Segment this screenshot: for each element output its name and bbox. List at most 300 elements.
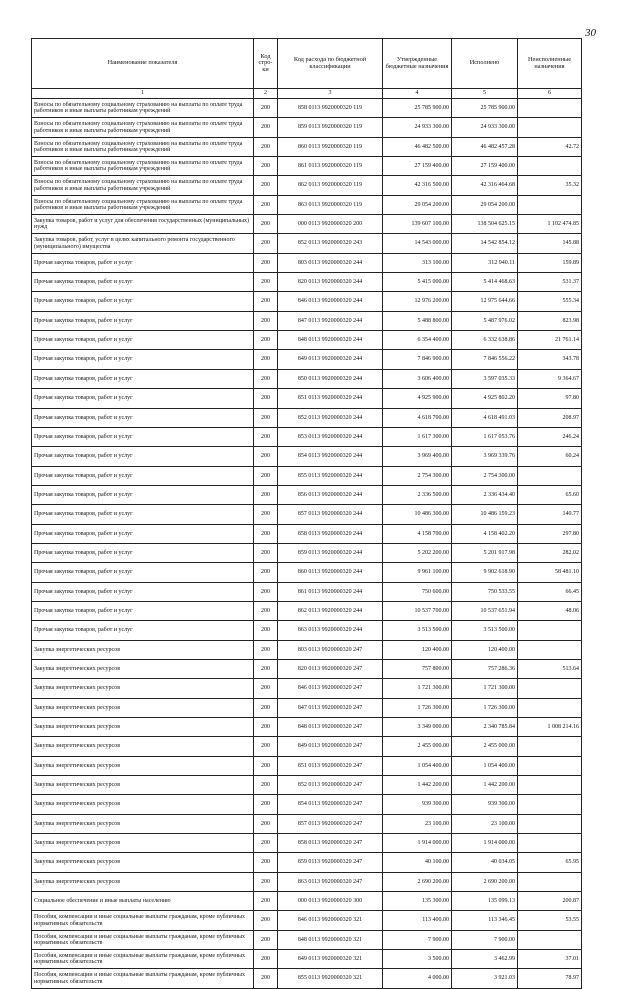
row-expense-code-cell: 847 0113 9920000320 247	[278, 698, 383, 717]
row-unexecuted-cell: 53.55	[518, 911, 582, 930]
row-approved-cell: 135 300.00	[383, 892, 452, 911]
row-expense-code-cell: 863 0113 9920000320 244	[278, 621, 383, 640]
row-name-cell: Прочая закупка товаров, работ и услуг	[32, 563, 254, 582]
row-unexecuted-cell	[518, 872, 582, 891]
row-expense-code-cell: 857 0113 9920000320 244	[278, 505, 383, 524]
row-expense-code-cell: 849 0113 9920000320 244	[278, 350, 383, 369]
row-approved-cell: 10 486 300.00	[383, 505, 452, 524]
table-row	[32, 118, 582, 137]
row-name-cell: Закупка энергетических ресурсов	[32, 679, 254, 698]
row-name-cell: Прочая закупка товаров, работ и услуг	[32, 389, 254, 408]
row-approved-cell: 4 618 700.00	[383, 408, 452, 427]
row-unexecuted-cell	[518, 795, 582, 814]
row-executed-cell: 3 597 035.33	[452, 369, 518, 388]
header-executed: Исполнено	[452, 39, 518, 89]
row-unexecuted-cell	[518, 930, 582, 949]
row-unexecuted-cell	[518, 195, 582, 214]
table-row	[32, 427, 582, 446]
table-row	[32, 892, 582, 911]
row-executed-cell: 1 442 200.00	[452, 776, 518, 795]
row-approved-cell: 42 316 500.00	[383, 176, 452, 195]
row-executed-cell: 1 617 053.76	[452, 427, 518, 446]
row-approved-cell: 2 455 000.00	[383, 737, 452, 756]
row-executed-cell: 1 054 400.00	[452, 756, 518, 775]
row-unexecuted-cell: 42.72	[518, 137, 582, 156]
row-unexecuted-cell: 35.32	[518, 176, 582, 195]
row-line-code-cell: 200	[254, 621, 278, 640]
row-executed-cell: 10 537 651.94	[452, 601, 518, 620]
header-approved: Утвержденные бюджетные назначения	[383, 39, 452, 89]
row-line-code-cell: 200	[254, 176, 278, 195]
table-row	[32, 911, 582, 930]
column-number: 3	[278, 89, 383, 99]
table-row	[32, 215, 582, 234]
row-line-code-cell: 200	[254, 718, 278, 737]
row-unexecuted-cell: 9 364.67	[518, 369, 582, 388]
row-line-code-cell: 200	[254, 505, 278, 524]
row-approved-cell: 5 488 800.00	[383, 311, 452, 330]
row-executed-cell: 9 902 618.90	[452, 563, 518, 582]
row-name-cell: Закупка энергетических ресурсов	[32, 698, 254, 717]
table-row	[32, 640, 582, 659]
row-executed-cell: 25 785 900.00	[452, 99, 518, 118]
row-executed-cell: 2 336 434.40	[452, 485, 518, 504]
column-number-row	[32, 89, 582, 99]
row-approved-cell: 2 690 200.00	[383, 872, 452, 891]
row-approved-cell: 4 000.00	[383, 969, 452, 988]
row-line-code-cell: 200	[254, 253, 278, 272]
table-row	[32, 698, 582, 717]
table-row	[32, 234, 582, 253]
row-expense-code-cell: 863 0113 9920000320 247	[278, 872, 383, 891]
column-number: 6	[518, 89, 582, 99]
row-unexecuted-cell: 823.98	[518, 311, 582, 330]
row-line-code-cell: 200	[254, 950, 278, 969]
row-executed-cell: 10 486 159.23	[452, 505, 518, 524]
table-row	[32, 350, 582, 369]
table-row	[32, 718, 582, 737]
row-name-cell: Закупка энергетических ресурсов	[32, 776, 254, 795]
row-executed-cell: 4 925 802.20	[452, 389, 518, 408]
row-unexecuted-cell: 48.06	[518, 601, 582, 620]
row-unexecuted-cell: 159.89	[518, 253, 582, 272]
row-approved-cell: 113 400.00	[383, 911, 452, 930]
row-name-cell: Прочая закупка товаров, работ и услуг	[32, 427, 254, 446]
table-row	[32, 447, 582, 466]
row-expense-code-cell: 861 0113 9920000320 244	[278, 582, 383, 601]
table-row	[32, 253, 582, 272]
row-approved-cell: 7 846 900.00	[383, 350, 452, 369]
column-number: 5	[452, 89, 518, 99]
row-unexecuted-cell	[518, 698, 582, 717]
row-expense-code-cell: 849 0113 9920000320 247	[278, 737, 383, 756]
table-row	[32, 930, 582, 949]
row-executed-cell: 120 400.00	[452, 640, 518, 659]
row-unexecuted-cell	[518, 756, 582, 775]
row-line-code-cell: 200	[254, 157, 278, 176]
row-approved-cell: 9 961 100.00	[383, 563, 452, 582]
row-approved-cell: 1 617 300.00	[383, 427, 452, 446]
row-executed-cell: 312 940.11	[452, 253, 518, 272]
row-unexecuted-cell: 58 481.10	[518, 563, 582, 582]
row-expense-code-cell: 863 0113 9920000320 119	[278, 195, 383, 214]
row-approved-cell: 757 800.00	[383, 659, 452, 678]
row-line-code-cell: 200	[254, 601, 278, 620]
row-executed-cell: 4 618 491.03	[452, 408, 518, 427]
table-row	[32, 273, 582, 292]
row-approved-cell: 3 969 400.00	[383, 447, 452, 466]
row-name-cell: Социальное обеспечение и иные выплаты населению	[32, 892, 254, 911]
row-name-cell: Пособия, компенсации и иные социальные выплаты гражданам, кроме публичных нормативных обязательств	[32, 930, 254, 949]
row-line-code-cell: 200	[254, 911, 278, 930]
row-expense-code-cell: 853 0113 9920000320 244	[278, 427, 383, 446]
table-row	[32, 137, 582, 156]
row-name-cell: Пособия, компенсации и иные социальные выплаты гражданам, кроме публичных нормативных обязательств	[32, 950, 254, 969]
row-approved-cell: 14 543 000.00	[383, 234, 452, 253]
row-expense-code-cell: 855 0113 9920000320 321	[278, 969, 383, 988]
row-name-cell: Закупка энергетических ресурсов	[32, 640, 254, 659]
row-line-code-cell: 200	[254, 99, 278, 118]
table-row	[32, 853, 582, 872]
row-name-cell: Прочая закупка товаров, работ и услуг	[32, 311, 254, 330]
row-unexecuted-cell	[518, 466, 582, 485]
row-line-code-cell: 200	[254, 524, 278, 543]
table-row	[32, 524, 582, 543]
row-approved-cell: 12 976 200.00	[383, 292, 452, 311]
row-expense-code-cell: 000 0113 9920000320 200	[278, 215, 383, 234]
table-row	[32, 756, 582, 775]
row-executed-cell: 2 690 200.00	[452, 872, 518, 891]
row-line-code-cell: 200	[254, 408, 278, 427]
table-row	[32, 485, 582, 504]
row-name-cell: Закупка энергетических ресурсов	[32, 834, 254, 853]
row-approved-cell: 4 925 900.00	[383, 389, 452, 408]
row-executed-cell: 42 316 464.68	[452, 176, 518, 195]
row-line-code-cell: 200	[254, 659, 278, 678]
column-number: 4	[383, 89, 452, 99]
table-row	[32, 795, 582, 814]
row-unexecuted-cell	[518, 737, 582, 756]
row-name-cell: Взносы по обязательному социальному страхованию на выплаты по оплате труда работников и иные выплаты работникам учреждений	[32, 99, 254, 118]
table-row	[32, 466, 582, 485]
row-expense-code-cell: 803 0113 9920000320 247	[278, 640, 383, 659]
row-unexecuted-cell: 1 102 474.85	[518, 215, 582, 234]
row-expense-code-cell: 848 0113 9920000320 321	[278, 930, 383, 949]
row-line-code-cell: 200	[254, 563, 278, 582]
row-executed-cell: 23 100.00	[452, 814, 518, 833]
row-expense-code-cell: 850 0113 9920000320 244	[278, 369, 383, 388]
row-unexecuted-cell: 145.88	[518, 234, 582, 253]
row-executed-cell: 113 346.45	[452, 911, 518, 930]
row-executed-cell: 24 933 300.00	[452, 118, 518, 137]
row-name-cell: Прочая закупка товаров, работ и услуг	[32, 524, 254, 543]
row-approved-cell: 1 726 300.00	[383, 698, 452, 717]
row-line-code-cell: 200	[254, 853, 278, 872]
column-number: 1	[32, 89, 254, 99]
row-line-code-cell: 200	[254, 582, 278, 601]
table-row	[32, 950, 582, 969]
row-line-code-cell: 200	[254, 930, 278, 949]
row-approved-cell: 24 933 300.00	[383, 118, 452, 137]
row-line-code-cell: 200	[254, 311, 278, 330]
row-name-cell: Прочая закупка товаров, работ и услуг	[32, 485, 254, 504]
row-approved-cell: 3 606 400.00	[383, 369, 452, 388]
row-unexecuted-cell	[518, 621, 582, 640]
header-line-code: Код стро-ки	[254, 39, 278, 89]
row-name-cell: Взносы по обязательному социальному страхованию на выплаты по оплате труда работников и иные выплаты работникам учреждений	[32, 118, 254, 137]
row-line-code-cell: 200	[254, 273, 278, 292]
row-unexecuted-cell	[518, 834, 582, 853]
row-approved-cell: 3 349 000.00	[383, 718, 452, 737]
row-approved-cell: 139 607 100.00	[383, 215, 452, 234]
header-unexecuted: Неисполненные назначения	[518, 39, 582, 89]
row-name-cell: Прочая закупка товаров, работ и услуг	[32, 601, 254, 620]
row-executed-cell: 3 462.99	[452, 950, 518, 969]
row-expense-code-cell: 856 0113 9920000320 244	[278, 485, 383, 504]
row-name-cell: Закупка энергетических ресурсов	[32, 795, 254, 814]
row-line-code-cell: 200	[254, 698, 278, 717]
row-executed-cell: 2 455 000.00	[452, 737, 518, 756]
row-executed-cell: 6 332 638.86	[452, 331, 518, 350]
row-expense-code-cell: 854 0113 9920000320 247	[278, 795, 383, 814]
row-expense-code-cell: 859 0113 9920000320 119	[278, 118, 383, 137]
row-unexecuted-cell: 60.24	[518, 447, 582, 466]
row-unexecuted-cell: 65.95	[518, 853, 582, 872]
row-unexecuted-cell: 513.64	[518, 659, 582, 678]
row-unexecuted-cell	[518, 99, 582, 118]
row-executed-cell: 12 975 644.66	[452, 292, 518, 311]
row-expense-code-cell: 846 0113 9920000320 321	[278, 911, 383, 930]
row-expense-code-cell: 820 0113 9920000320 247	[278, 659, 383, 678]
row-unexecuted-cell: 65.60	[518, 485, 582, 504]
row-executed-cell: 5 414 468.63	[452, 273, 518, 292]
row-name-cell: Прочая закупка товаров, работ и услуг	[32, 466, 254, 485]
row-unexecuted-cell	[518, 118, 582, 137]
row-executed-cell: 46 482 457.28	[452, 137, 518, 156]
table-row	[32, 176, 582, 195]
row-line-code-cell: 200	[254, 892, 278, 911]
table-row	[32, 582, 582, 601]
row-approved-cell: 5 415 000.00	[383, 273, 452, 292]
row-expense-code-cell: 854 0113 9920000320 244	[278, 447, 383, 466]
row-name-cell: Прочая закупка товаров, работ и услуг	[32, 447, 254, 466]
row-line-code-cell: 200	[254, 756, 278, 775]
row-line-code-cell: 200	[254, 350, 278, 369]
row-line-code-cell: 200	[254, 118, 278, 137]
row-unexecuted-cell	[518, 157, 582, 176]
row-line-code-cell: 200	[254, 389, 278, 408]
row-executed-cell: 29 054 200.00	[452, 195, 518, 214]
table-row	[32, 543, 582, 562]
row-approved-cell: 313 100.00	[383, 253, 452, 272]
row-approved-cell: 1 914 000.00	[383, 834, 452, 853]
row-name-cell: Закупка энергетических ресурсов	[32, 718, 254, 737]
row-line-code-cell: 200	[254, 215, 278, 234]
row-expense-code-cell: 858 0113 9920000320 119	[278, 99, 383, 118]
row-unexecuted-cell	[518, 814, 582, 833]
row-approved-cell: 2 754 300.00	[383, 466, 452, 485]
row-unexecuted-cell: 37.01	[518, 950, 582, 969]
table-row	[32, 659, 582, 678]
row-expense-code-cell: 000 0113 9920000320 300	[278, 892, 383, 911]
row-approved-cell: 2 336 500.00	[383, 485, 452, 504]
row-executed-cell: 4 158 402.20	[452, 524, 518, 543]
row-expense-code-cell: 851 0113 9920000320 244	[278, 389, 383, 408]
row-name-cell: Взносы по обязательному социальному страхованию на выплаты по оплате труда работников и иные выплаты работникам учреждений	[32, 157, 254, 176]
page-number: 30	[585, 27, 596, 39]
row-expense-code-cell: 803 0113 9920000320 244	[278, 253, 383, 272]
row-executed-cell: 2 340 785.84	[452, 718, 518, 737]
row-line-code-cell: 200	[254, 814, 278, 833]
table-row	[32, 505, 582, 524]
row-name-cell: Пособия, компенсации и иные социальные выплаты гражданам, кроме публичных нормативных обязательств	[32, 911, 254, 930]
row-approved-cell: 120 400.00	[383, 640, 452, 659]
row-line-code-cell: 200	[254, 331, 278, 350]
row-executed-cell: 138 504 625.15	[452, 215, 518, 234]
table-row	[32, 834, 582, 853]
row-line-code-cell: 200	[254, 679, 278, 698]
row-line-code-cell: 200	[254, 640, 278, 659]
row-line-code-cell: 200	[254, 369, 278, 388]
row-approved-cell: 27 159 400.00	[383, 157, 452, 176]
row-approved-cell: 6 354 400.00	[383, 331, 452, 350]
row-unexecuted-cell: 140.77	[518, 505, 582, 524]
table-row	[32, 563, 582, 582]
row-unexecuted-cell	[518, 640, 582, 659]
row-unexecuted-cell: 343.78	[518, 350, 582, 369]
row-expense-code-cell: 846 0113 9920000320 247	[278, 679, 383, 698]
row-expense-code-cell: 861 0113 9920000320 119	[278, 157, 383, 176]
row-expense-code-cell: 848 0113 9920000320 244	[278, 331, 383, 350]
table-header-row	[32, 39, 582, 89]
row-approved-cell: 3 513 500.00	[383, 621, 452, 640]
row-executed-cell: 3 921.03	[452, 969, 518, 988]
row-line-code-cell: 200	[254, 969, 278, 988]
row-line-code-cell: 200	[254, 485, 278, 504]
row-expense-code-cell: 852 0113 9920000320 247	[278, 776, 383, 795]
row-name-cell: Взносы по обязательному социальному страхованию на выплаты по оплате труда работников и иные выплаты работникам учреждений	[32, 137, 254, 156]
row-expense-code-cell: 851 0113 9920000320 247	[278, 756, 383, 775]
row-approved-cell: 46 482 500.00	[383, 137, 452, 156]
row-name-cell: Закупка товаров, работ и услуг для обеспечения государственных (муниципальных) нужд	[32, 215, 254, 234]
table-row	[32, 737, 582, 756]
row-unexecuted-cell: 246.24	[518, 427, 582, 446]
row-executed-cell: 3 969 339.76	[452, 447, 518, 466]
row-expense-code-cell: 860 0113 9920000320 244	[278, 563, 383, 582]
row-line-code-cell: 200	[254, 872, 278, 891]
row-line-code-cell: 200	[254, 776, 278, 795]
row-line-code-cell: 200	[254, 234, 278, 253]
row-name-cell: Закупка энергетических ресурсов	[32, 853, 254, 872]
row-name-cell: Закупка товаров, работ, услуг в целях капитального ремонта государственного (муниципального) имущества	[32, 234, 254, 253]
row-line-code-cell: 200	[254, 427, 278, 446]
row-executed-cell: 7 846 556.22	[452, 350, 518, 369]
row-approved-cell: 4 158 700.00	[383, 524, 452, 543]
table-row	[32, 331, 582, 350]
row-expense-code-cell: 862 0113 9920000320 244	[278, 601, 383, 620]
row-approved-cell: 1 721 300.00	[383, 679, 452, 698]
row-executed-cell: 757 286.36	[452, 659, 518, 678]
row-unexecuted-cell: 21 761.14	[518, 331, 582, 350]
row-expense-code-cell: 852 0113 9920000320 244	[278, 408, 383, 427]
row-executed-cell: 40 034.05	[452, 853, 518, 872]
row-executed-cell: 1 726 300.00	[452, 698, 518, 717]
row-name-cell: Взносы по обязательному социальному страхованию на выплаты по оплате труда работников и иные выплаты работникам учреждений	[32, 176, 254, 195]
row-executed-cell: 3 513 500.00	[452, 621, 518, 640]
table-row	[32, 311, 582, 330]
row-name-cell: Прочая закупка товаров, работ и услуг	[32, 582, 254, 601]
row-name-cell: Закупка энергетических ресурсов	[32, 659, 254, 678]
row-expense-code-cell: 855 0113 9920000320 244	[278, 466, 383, 485]
table-row	[32, 969, 582, 988]
row-approved-cell: 939 300.00	[383, 795, 452, 814]
row-line-code-cell: 200	[254, 834, 278, 853]
table-row	[32, 292, 582, 311]
row-name-cell: Прочая закупка товаров, работ и услуг	[32, 350, 254, 369]
row-expense-code-cell: 858 0113 9920000320 244	[278, 524, 383, 543]
table-row	[32, 621, 582, 640]
row-line-code-cell: 200	[254, 195, 278, 214]
row-expense-code-cell: 857 0113 9920000320 247	[278, 814, 383, 833]
row-name-cell: Прочая закупка товаров, работ и услуг	[32, 331, 254, 350]
table-row	[32, 99, 582, 118]
header-name: Наименование показателя	[32, 39, 254, 89]
table-row	[32, 408, 582, 427]
row-unexecuted-cell: 208.97	[518, 408, 582, 427]
row-expense-code-cell: 846 0113 9920000320 244	[278, 292, 383, 311]
row-unexecuted-cell: 297.80	[518, 524, 582, 543]
table-row	[32, 814, 582, 833]
table-row	[32, 195, 582, 214]
row-name-cell: Пособия, компенсации и иные социальные выплаты гражданам, кроме публичных нормативных обязательств	[32, 969, 254, 988]
row-line-code-cell: 200	[254, 795, 278, 814]
row-name-cell: Прочая закупка товаров, работ и услуг	[32, 292, 254, 311]
row-approved-cell: 750 600.00	[383, 582, 452, 601]
budget-execution-table	[31, 38, 582, 989]
row-name-cell: Прочая закупка товаров, работ и услуг	[32, 505, 254, 524]
column-number: 2	[254, 89, 278, 99]
table-row	[32, 776, 582, 795]
row-unexecuted-cell	[518, 776, 582, 795]
row-unexecuted-cell: 1 008 214.16	[518, 718, 582, 737]
table-row	[32, 389, 582, 408]
row-name-cell: Закупка энергетических ресурсов	[32, 756, 254, 775]
row-approved-cell: 5 202 200.00	[383, 543, 452, 562]
row-unexecuted-cell: 97.80	[518, 389, 582, 408]
row-executed-cell: 750 533.55	[452, 582, 518, 601]
row-line-code-cell: 200	[254, 137, 278, 156]
row-expense-code-cell: 820 0113 9920000320 244	[278, 273, 383, 292]
table-row	[32, 872, 582, 891]
row-unexecuted-cell: 78.97	[518, 969, 582, 988]
row-approved-cell: 25 785 900.00	[383, 99, 452, 118]
row-unexecuted-cell: 66.45	[518, 582, 582, 601]
row-unexecuted-cell: 555.34	[518, 292, 582, 311]
row-expense-code-cell: 848 0113 9920000320 247	[278, 718, 383, 737]
row-expense-code-cell: 859 0113 9920000320 244	[278, 543, 383, 562]
row-line-code-cell: 200	[254, 447, 278, 466]
row-executed-cell: 1 721 300.00	[452, 679, 518, 698]
row-name-cell: Закупка энергетических ресурсов	[32, 814, 254, 833]
row-approved-cell: 3 500.00	[383, 950, 452, 969]
row-approved-cell: 40 100.00	[383, 853, 452, 872]
row-executed-cell: 5 201 917.98	[452, 543, 518, 562]
row-name-cell: Прочая закупка товаров, работ и услуг	[32, 543, 254, 562]
row-unexecuted-cell: 282.02	[518, 543, 582, 562]
row-unexecuted-cell	[518, 679, 582, 698]
row-expense-code-cell: 859 0113 9920000320 247	[278, 853, 383, 872]
header-expense-code: Код расхода по бюджетной классификации	[278, 39, 383, 89]
